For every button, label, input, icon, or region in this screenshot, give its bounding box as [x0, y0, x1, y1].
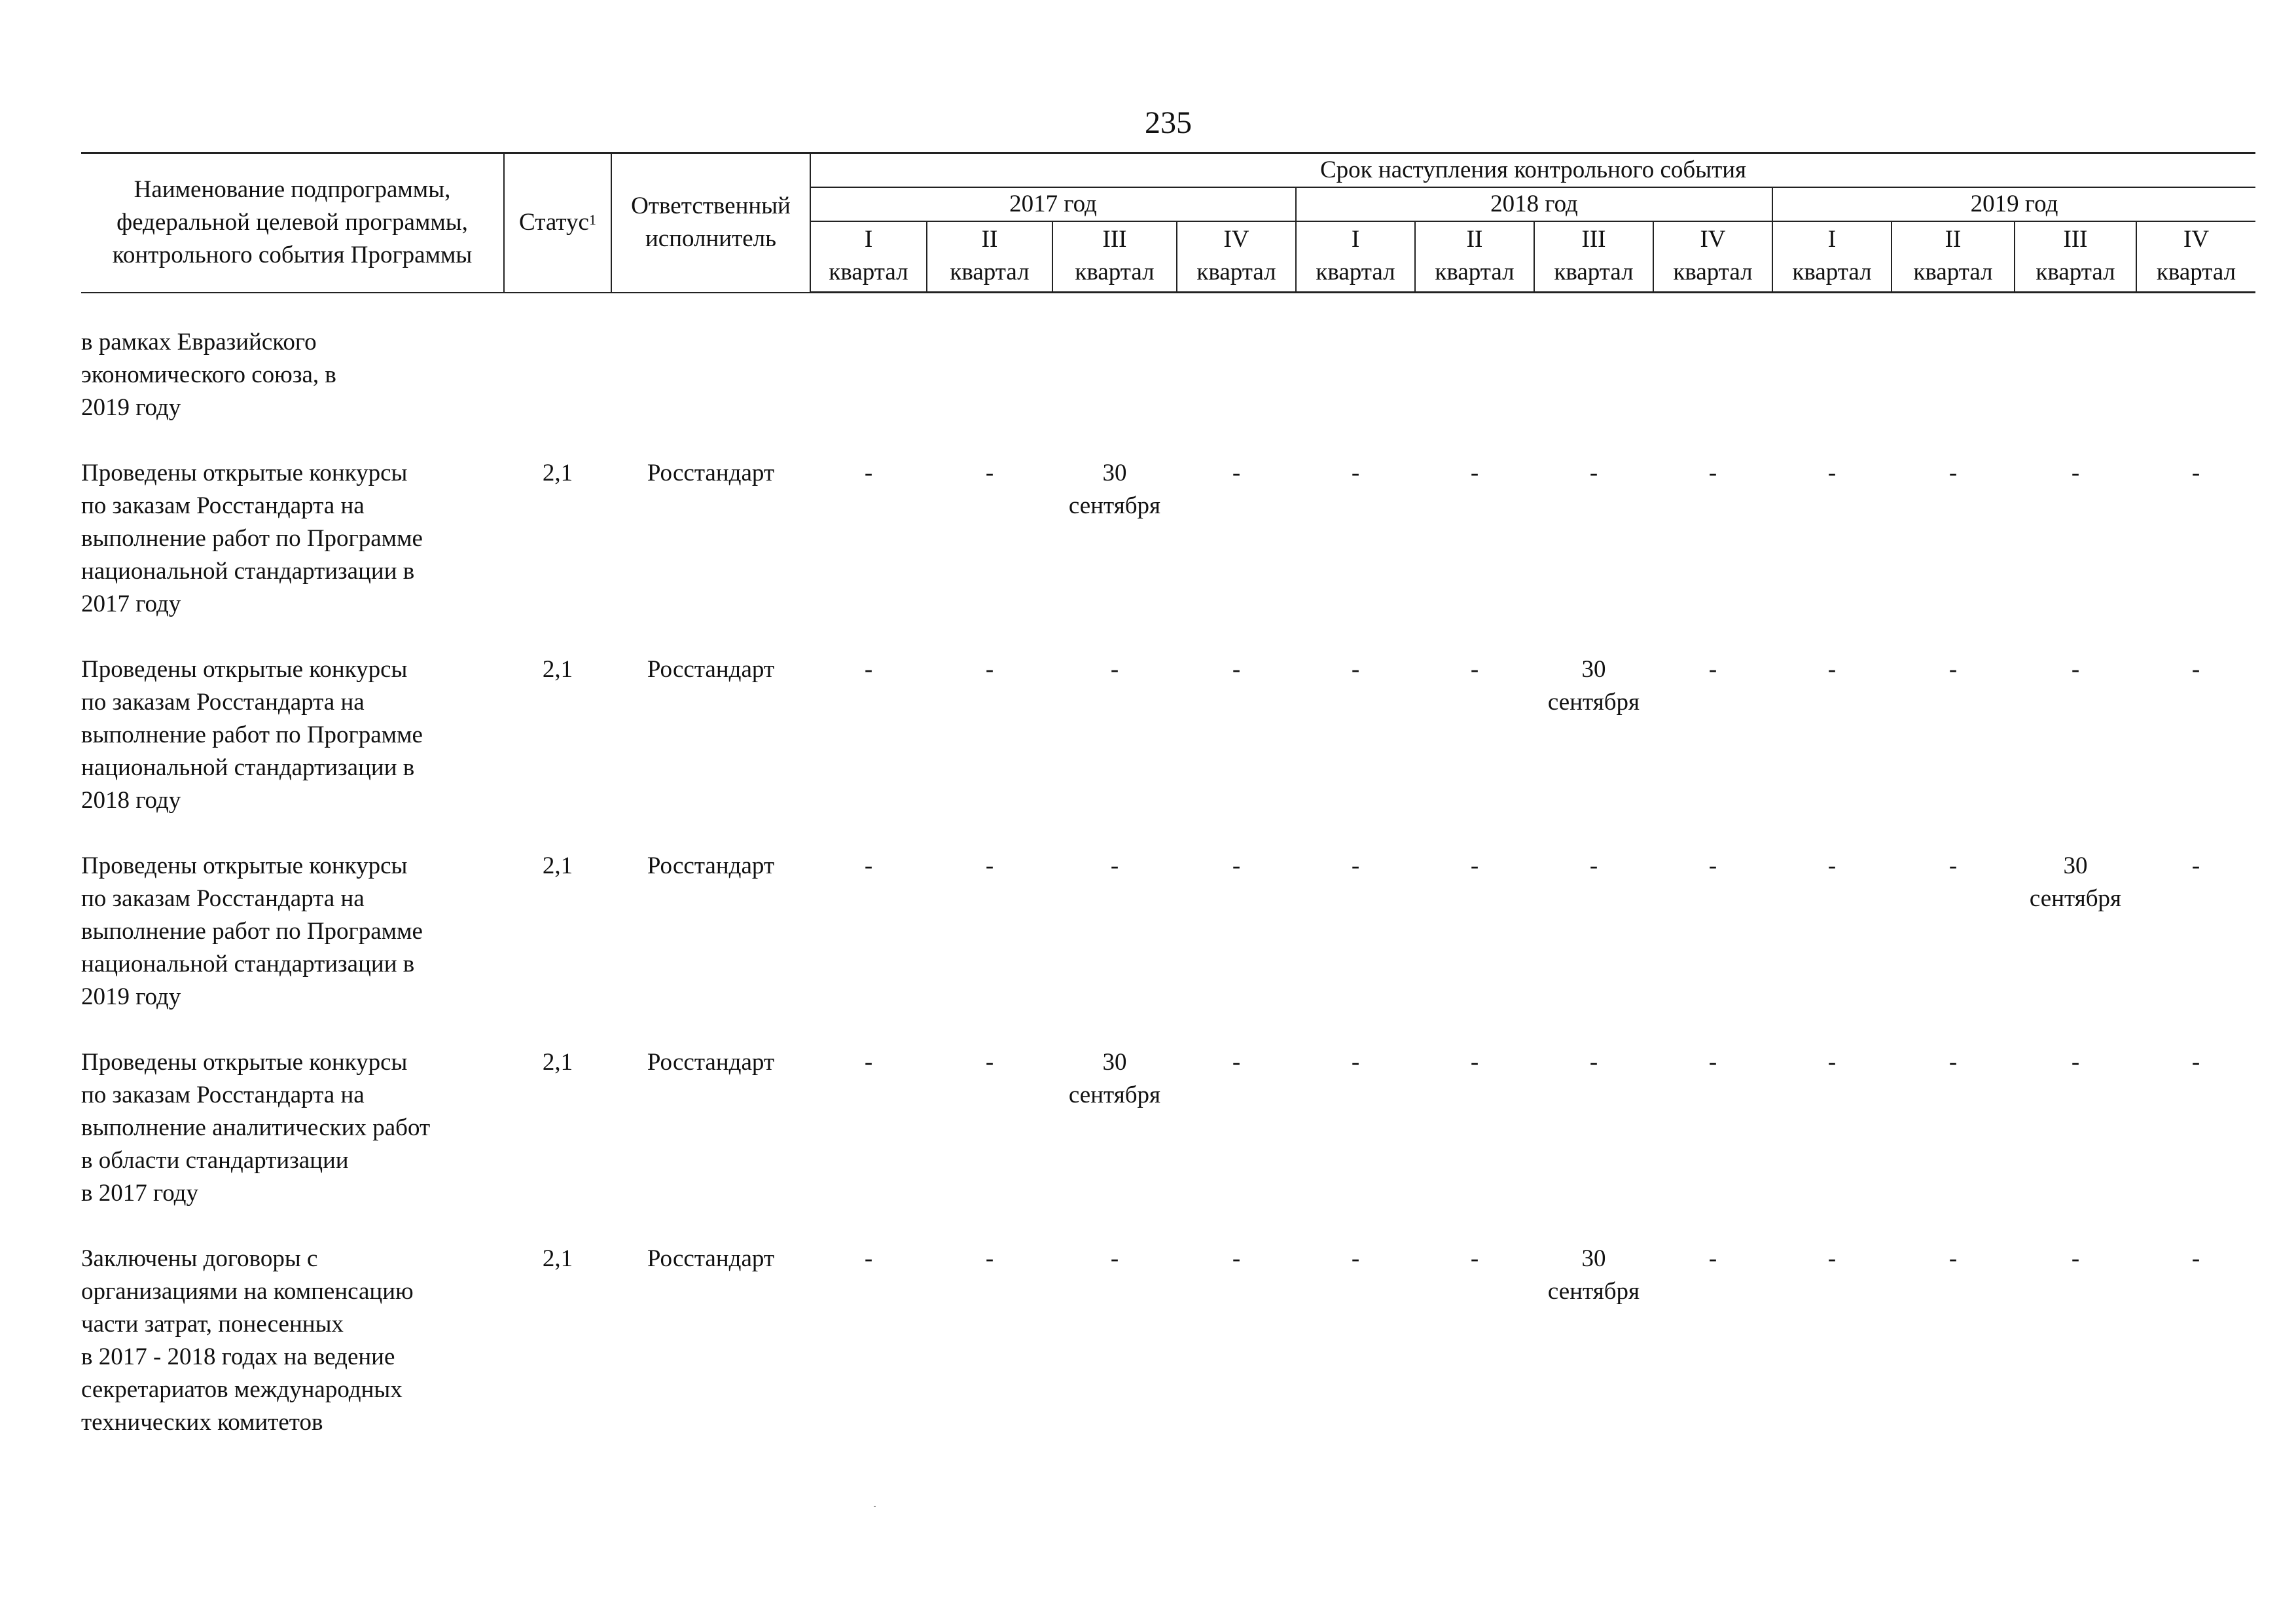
quarter-cell — [2136, 653, 2255, 817]
event-name — [81, 1243, 504, 1439]
table-row — [81, 1046, 2255, 1210]
quarter-value: - — [1110, 656, 1119, 683]
quarter-value: - — [1589, 852, 1598, 879]
event-executor: Росстандарт — [647, 656, 775, 683]
quarter-value: - — [1708, 1245, 1717, 1272]
quarter-value-month: сентября — [1068, 492, 1161, 519]
header-name-line: Наименование подпрограммы, — [134, 176, 451, 204]
quarter-cell — [1653, 850, 1772, 1013]
quarter-cell — [2136, 457, 2255, 621]
header-name-line: контрольного события Программы — [112, 242, 473, 269]
quarter-cell — [2015, 850, 2136, 1013]
table-row — [81, 653, 2255, 817]
header-executor-line: Ответственный — [631, 192, 791, 220]
row-gap — [81, 1013, 2255, 1046]
event-status: 2,1 — [542, 1049, 573, 1076]
table-body — [81, 293, 2255, 425]
event-name-line: Проведены открытые конкурсы — [81, 460, 408, 486]
quarter-cell — [1772, 1243, 1892, 1439]
quarter-value-month: сентября — [1547, 1278, 1640, 1305]
quarter-cell — [810, 457, 927, 621]
continuation-line: экономического союза, в — [81, 361, 336, 388]
event-name-line: по заказам Росстандарта на — [81, 885, 365, 912]
event-name-line: национальной стандартизации в — [81, 558, 415, 585]
quarter-value: - — [1232, 460, 1241, 486]
event-rows — [81, 424, 2255, 1439]
quarter-value: - — [1470, 1245, 1479, 1272]
event-name-line: в 2017 году — [81, 1180, 198, 1207]
event-name-line: части затрат, понесенных — [81, 1311, 344, 1338]
quarter-value: - — [2071, 1049, 2080, 1076]
quarter-cell — [1296, 653, 1415, 817]
quarter-value: - — [1948, 1049, 1958, 1076]
event-name-line: выполнение работ по Программе — [81, 918, 423, 945]
event-executor: Росстандарт — [647, 1245, 775, 1272]
quarter-value: - — [2071, 1245, 2080, 1272]
event-status: 2,1 — [542, 852, 573, 879]
table-header — [81, 153, 2255, 293]
status-footnote-mark: 1 — [588, 211, 596, 228]
row-spacer — [81, 293, 2255, 327]
quarter-cell — [1892, 850, 2015, 1013]
quarter-cell — [1177, 653, 1296, 817]
row-gap — [81, 424, 2255, 457]
quarter-cell — [1653, 653, 1772, 817]
quarter-cell — [1653, 1046, 1772, 1210]
header-quarter-word: квартал — [927, 256, 1052, 293]
quarter-cell — [2136, 1046, 2255, 1210]
quarter-value: - — [1470, 656, 1479, 683]
event-status: 2,1 — [542, 1245, 573, 1272]
quarter-value-month: сентября — [1547, 689, 1640, 716]
event-name-line: Заключены договоры с — [81, 1245, 318, 1272]
header-quarter-word: квартал — [1772, 256, 1892, 293]
quarter-cell — [1653, 1243, 1772, 1439]
header-status-label: Статус — [519, 209, 589, 236]
row-gap — [81, 817, 2255, 850]
event-name-line: секретариатов международных — [81, 1376, 403, 1403]
event-name — [81, 653, 504, 817]
quarter-cell — [1177, 457, 1296, 621]
quarter-value: - — [2191, 460, 2200, 486]
quarter-value: - — [1351, 656, 1360, 683]
quarter-value: 30 — [1102, 1049, 1127, 1076]
quarter-cell — [1177, 1046, 1296, 1210]
event-name-line: национальной стандартизации в — [81, 754, 415, 781]
quarter-cell — [927, 1243, 1052, 1439]
event-name-line: выполнение работ по Программе — [81, 525, 423, 552]
quarter-value: - — [1470, 460, 1479, 486]
header-quarter-numeral: I — [1772, 221, 1892, 256]
event-name — [81, 1046, 504, 1210]
quarter-value-month: сентября — [2029, 885, 2122, 912]
event-name-line: Проведены открытые конкурсы — [81, 1049, 408, 1076]
row-gap — [81, 621, 2255, 653]
quarter-value: - — [2191, 1049, 2200, 1076]
quarter-value: - — [985, 656, 994, 683]
quarter-value: - — [2071, 460, 2080, 486]
quarter-value: - — [1232, 656, 1241, 683]
header-quarter-word: квартал — [2015, 256, 2136, 293]
quarter-cell — [1052, 653, 1177, 817]
quarter-cell — [810, 653, 927, 817]
quarter-cell — [1415, 457, 1534, 621]
quarter-value: 30 — [1581, 1245, 1606, 1272]
header-quarter-numeral: II — [1415, 221, 1534, 256]
table-row — [81, 457, 2255, 621]
quarter-cell — [810, 850, 927, 1013]
event-name-line: технических комитетов — [81, 1409, 323, 1436]
quarter-value: - — [1589, 460, 1598, 486]
table-row — [81, 850, 2255, 1013]
event-name-line: организациями на компенсацию — [81, 1278, 414, 1305]
quarter-value: - — [1351, 1245, 1360, 1272]
quarter-value: - — [1110, 852, 1119, 879]
quarter-cell — [1653, 457, 1772, 621]
header-quarter-numeral: IV — [2136, 221, 2255, 256]
header-quarter-word: квартал — [1653, 256, 1772, 293]
quarter-value: - — [2071, 656, 2080, 683]
quarter-value: - — [985, 852, 994, 879]
quarter-value: - — [985, 1049, 994, 1076]
header-quarter-numeral: II — [927, 221, 1052, 256]
continuation-line: 2019 году — [81, 394, 181, 421]
quarter-cell — [1052, 850, 1177, 1013]
quarter-value: - — [864, 852, 873, 879]
continuation-line: в рамках Евразийского — [81, 329, 317, 356]
header-quarter-word: квартал — [810, 256, 927, 293]
quarter-cell — [2015, 653, 2136, 817]
header-quarter-numeral: IV — [1653, 221, 1772, 256]
quarter-cell — [1296, 1243, 1415, 1439]
header-year-2018: 2018 год — [1296, 187, 1772, 221]
quarter-cell — [1772, 850, 1892, 1013]
quarter-value: - — [1827, 460, 1837, 486]
event-name-line: по заказам Росстандарта на — [81, 492, 365, 519]
quarter-cell — [1534, 1046, 1653, 1210]
quarter-value: - — [2191, 656, 2200, 683]
header-quarter-word: квартал — [2136, 256, 2255, 293]
header-year-2019: 2019 год — [1772, 187, 2255, 221]
header-quarter-numeral: I — [810, 221, 927, 256]
quarter-cell — [1772, 457, 1892, 621]
header-quarter-word: квартал — [1534, 256, 1653, 293]
header-quarter-numeral: IV — [1177, 221, 1296, 256]
quarter-value: - — [1827, 1049, 1837, 1076]
quarter-cell — [1892, 1046, 2015, 1210]
quarter-cell — [810, 1046, 927, 1210]
quarter-cell — [2015, 1243, 2136, 1439]
quarter-value: - — [1827, 1245, 1837, 1272]
quarter-cell — [1296, 1046, 1415, 1210]
header-quarter-numeral: II — [1892, 221, 2015, 256]
quarter-value: - — [2191, 1245, 2200, 1272]
event-name-line: выполнение работ по Программе — [81, 721, 423, 748]
quarter-value: - — [1110, 1245, 1119, 1272]
quarter-value: - — [1351, 852, 1360, 879]
header-quarter-word: квартал — [1052, 256, 1177, 293]
quarter-cell — [810, 1243, 927, 1439]
header-quarter-word: квартал — [1177, 256, 1296, 293]
header-quarter-numeral: III — [2015, 221, 2136, 256]
event-name-line: национальной стандартизации в — [81, 951, 415, 977]
quarter-value: - — [1232, 852, 1241, 879]
quarter-cell — [1415, 653, 1534, 817]
quarter-cell — [1177, 850, 1296, 1013]
event-executor: Росстандарт — [647, 1049, 775, 1076]
row-gap — [81, 1210, 2255, 1243]
header-executor-column — [611, 153, 810, 293]
quarter-value: - — [1232, 1049, 1241, 1076]
event-executor: Росстандарт — [647, 852, 775, 879]
quarter-value: - — [1470, 1049, 1479, 1076]
quarter-cell — [1534, 1243, 1653, 1439]
continuation-row — [81, 326, 2255, 424]
event-name-line: 2017 году — [81, 591, 181, 617]
quarter-value: 30 — [1102, 460, 1127, 486]
quarter-cell — [1534, 850, 1653, 1013]
quarter-value: 30 — [2063, 852, 2088, 879]
quarter-value: - — [864, 1245, 873, 1272]
quarter-value: - — [1827, 852, 1837, 879]
quarter-value: 30 — [1581, 656, 1606, 683]
quarter-value: - — [1708, 852, 1717, 879]
quarter-cell — [1052, 457, 1177, 621]
quarter-cell — [2015, 457, 2136, 621]
quarter-cell — [1052, 1243, 1177, 1439]
header-deadline: Срок наступления контрольного события — [810, 153, 2255, 188]
table-row — [81, 1243, 2255, 1439]
continuation-empty — [504, 326, 2255, 424]
quarter-cell — [2015, 1046, 2136, 1210]
quarter-value: - — [1708, 1049, 1717, 1076]
quarter-cell — [1296, 850, 1415, 1013]
quarter-value: - — [1708, 460, 1717, 486]
quarter-cell — [1296, 457, 1415, 621]
event-name-line: по заказам Росстандарта на — [81, 689, 365, 716]
event-name-line: 2019 году — [81, 983, 181, 1010]
quarter-cell — [927, 1046, 1052, 1210]
quarter-cell — [927, 653, 1052, 817]
header-status-column — [504, 153, 611, 293]
quarter-cell — [1415, 1243, 1534, 1439]
header-quarter-numeral: I — [1296, 221, 1415, 256]
quarter-cell — [1177, 1243, 1296, 1439]
quarter-value: - — [1351, 1049, 1360, 1076]
quarter-value: - — [1232, 1245, 1241, 1272]
quarter-cell — [927, 850, 1052, 1013]
quarter-cell — [2136, 850, 2255, 1013]
control-events-table — [81, 152, 2255, 1439]
quarter-value: - — [985, 1245, 994, 1272]
quarter-value: - — [1589, 1049, 1598, 1076]
quarter-value: - — [1827, 656, 1837, 683]
quarter-cell — [1534, 653, 1653, 817]
quarter-value: - — [1948, 852, 1958, 879]
event-name-line: Проведены открытые конкурсы — [81, 852, 408, 879]
quarter-cell — [927, 457, 1052, 621]
quarter-cell — [1534, 457, 1653, 621]
quarter-value: - — [864, 460, 873, 486]
event-name — [81, 457, 504, 621]
quarter-cell — [1415, 850, 1534, 1013]
event-name-line: выполнение аналитических работ — [81, 1114, 431, 1141]
quarter-value: - — [864, 1049, 873, 1076]
header-quarter-word: квартал — [1415, 256, 1534, 293]
quarter-cell — [1772, 653, 1892, 817]
header-name-column — [81, 153, 504, 293]
quarter-cell — [2136, 1243, 2255, 1439]
header-quarter-numeral: III — [1052, 221, 1177, 256]
event-name-line: Проведены открытые конкурсы — [81, 656, 408, 683]
quarter-value: - — [1708, 656, 1717, 683]
quarter-value: - — [1948, 1245, 1958, 1272]
event-name-line: в области стандартизации — [81, 1147, 349, 1174]
event-status: 2,1 — [542, 656, 573, 683]
header-year-2017: 2017 год — [810, 187, 1296, 221]
event-name-line: в 2017 - 2018 годах на ведение — [81, 1343, 395, 1370]
header-quarter-word: квартал — [1296, 256, 1415, 293]
quarter-value: - — [985, 460, 994, 486]
header-quarter-word: квартал — [1892, 256, 2015, 293]
quarter-cell — [1772, 1046, 1892, 1210]
event-name-line: по заказам Росстандарта на — [81, 1082, 365, 1108]
quarter-value: - — [1351, 460, 1360, 486]
quarter-cell — [1052, 1046, 1177, 1210]
quarter-cell — [1892, 1243, 2015, 1439]
scan-speck — [874, 1506, 876, 1507]
quarter-value-month: сентября — [1068, 1082, 1161, 1108]
continuation-text — [81, 326, 504, 424]
header-executor-line: исполнитель — [645, 225, 777, 253]
quarter-value: - — [2191, 852, 2200, 879]
quarter-value: - — [864, 656, 873, 683]
quarter-cell — [1892, 653, 2015, 817]
event-executor: Росстандарт — [647, 460, 775, 486]
page-number: 235 — [1145, 105, 1192, 140]
header-name-line: федеральной целевой программы, — [117, 209, 468, 236]
event-name-line: 2018 году — [81, 787, 181, 814]
event-status: 2,1 — [542, 460, 573, 486]
quarter-cell — [1415, 1046, 1534, 1210]
header-quarter-numeral: III — [1534, 221, 1653, 256]
quarter-value: - — [1470, 852, 1479, 879]
event-name — [81, 850, 504, 1013]
quarter-value: - — [1948, 656, 1958, 683]
quarter-value: - — [1948, 460, 1958, 486]
quarter-cell — [1892, 457, 2015, 621]
